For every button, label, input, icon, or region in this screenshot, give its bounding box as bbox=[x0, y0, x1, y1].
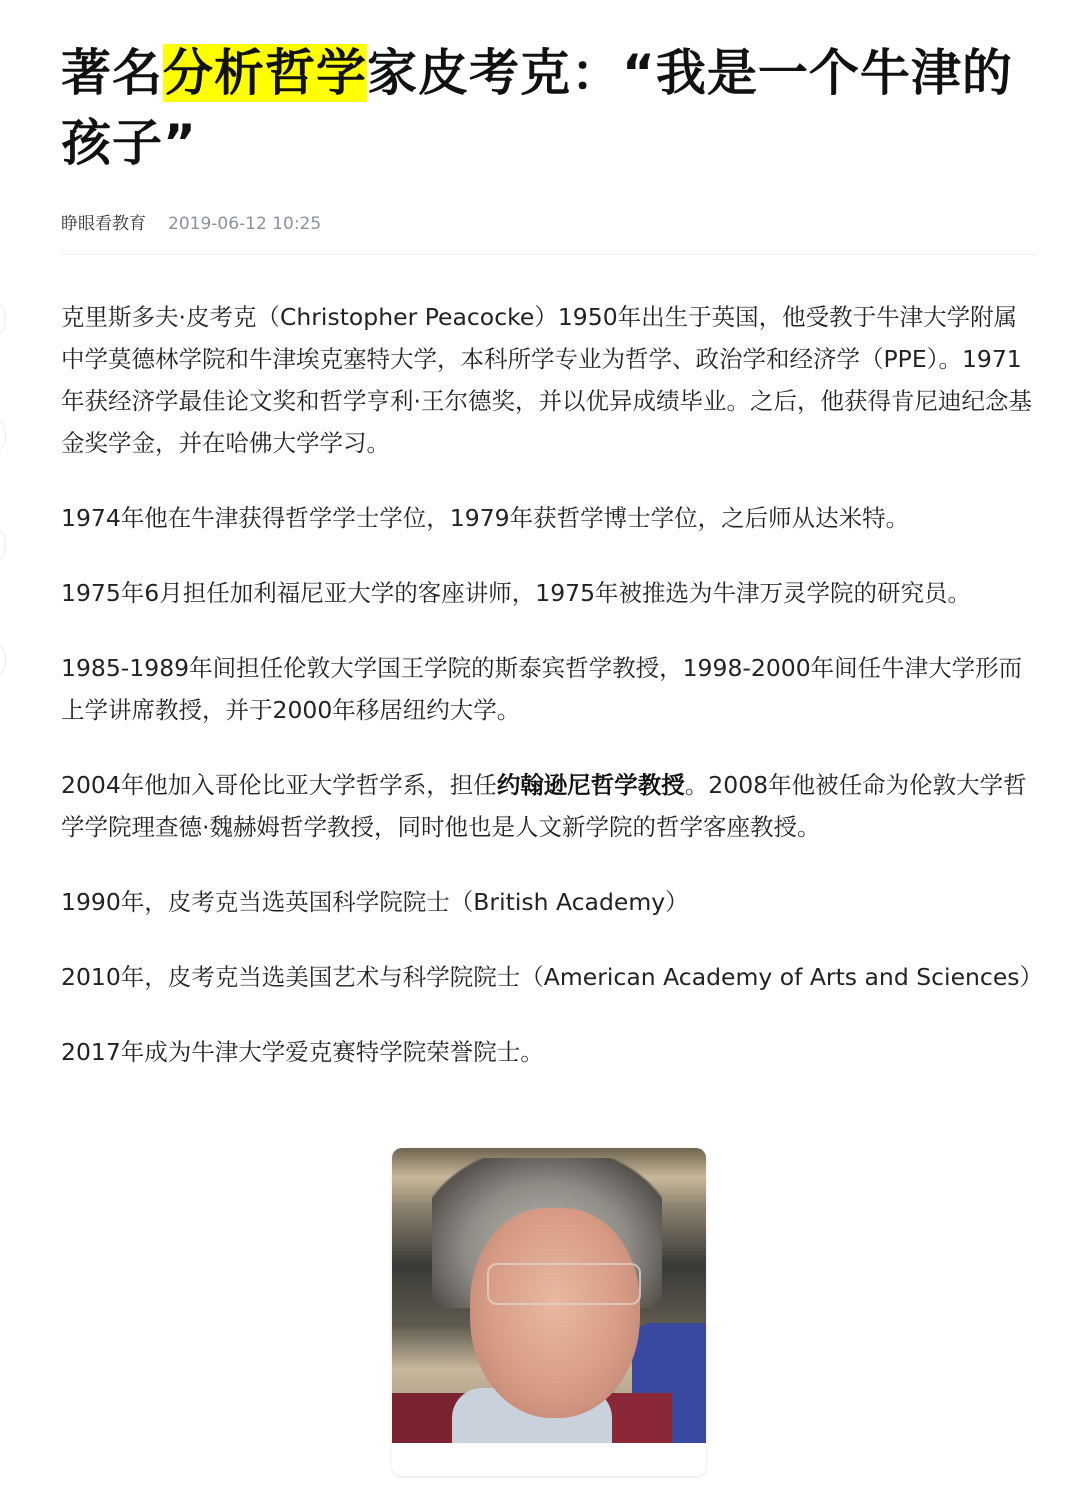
paragraph: 2010年，皮考克当选美国艺术与科学院院士（American Academy of Arts and Sciences） bbox=[61, 963, 1044, 991]
source-link[interactable]: 睁眼看教育 bbox=[61, 214, 146, 234]
article-title bbox=[61, 38, 1037, 178]
paragraph: 2017年成为牛津大学爱克赛特学院荣誉院士。 bbox=[61, 1038, 544, 1066]
paragraph-text: 2004年他加入哥伦比亚大学哲学系，担任 bbox=[61, 771, 497, 799]
paragraph: 1975年6月担任加利福尼亚大学的客座讲师，1975年被推选为牛津万灵学院的研究员。 bbox=[61, 579, 972, 607]
article-body bbox=[61, 296, 1044, 1106]
left-edge-marks bbox=[0, 0, 8, 1500]
edge-mark bbox=[0, 530, 6, 560]
photo-glasses-shape bbox=[487, 1263, 641, 1305]
title-highlight: 分析哲学 bbox=[163, 44, 367, 102]
bold-text: 约翰逊尼哲学教授 bbox=[496, 771, 685, 799]
edge-mark bbox=[0, 645, 6, 675]
image-footer bbox=[392, 1443, 706, 1476]
paragraph: 1985-1989年间担任伦敦大学国王学院的斯泰宾哲学教授，1998-2000年间任牛津大学形而上学讲席教授，并于2000年移居纽约大学。 bbox=[61, 654, 1023, 724]
edge-mark bbox=[0, 304, 6, 334]
article-meta bbox=[61, 212, 321, 236]
title-suffix: 家皮考克：“我是一个牛津的孩子” bbox=[61, 44, 1013, 172]
photo-face-shape bbox=[470, 1208, 640, 1418]
edge-mark bbox=[0, 420, 6, 450]
portrait-photo[interactable] bbox=[392, 1148, 706, 1443]
divider bbox=[61, 254, 1037, 255]
paragraph: 1974年他在牛津获得哲学学士学位，1979年获哲学博士学位，之后师从达米特。 bbox=[61, 504, 910, 532]
paragraph-text: 。2008年他被任命为伦敦大学哲学学院理查德·魏赫姆哲学教授，同时他也是人文新学院的哲学客座教授。 bbox=[61, 771, 1027, 841]
portrait-image-card[interactable] bbox=[392, 1148, 706, 1476]
paragraph bbox=[61, 764, 1037, 848]
publish-time: 2019-06-12 10:25 bbox=[168, 214, 322, 234]
paragraph: 克里斯多夫·皮考克（Christopher Peacocke）1950年出生于英国，他受教于牛津大学附属中学莫德林学院和牛津埃克塞特大学，本科所学专业为哲学、政治学和经济学（PPE）。1971年获经济学最佳论文奖和哲学亨利·王尔德奖，并以优异成绩毕业。之后，他获得肯尼迪纪念基金奖学金，并在哈佛大学学习。 bbox=[61, 303, 1032, 457]
title-prefix: 著名 bbox=[61, 44, 163, 102]
photo-sweater-shape bbox=[602, 1393, 672, 1443]
paragraph: 1990年，皮考克当选英国科学院院士（British Academy） bbox=[61, 888, 689, 916]
